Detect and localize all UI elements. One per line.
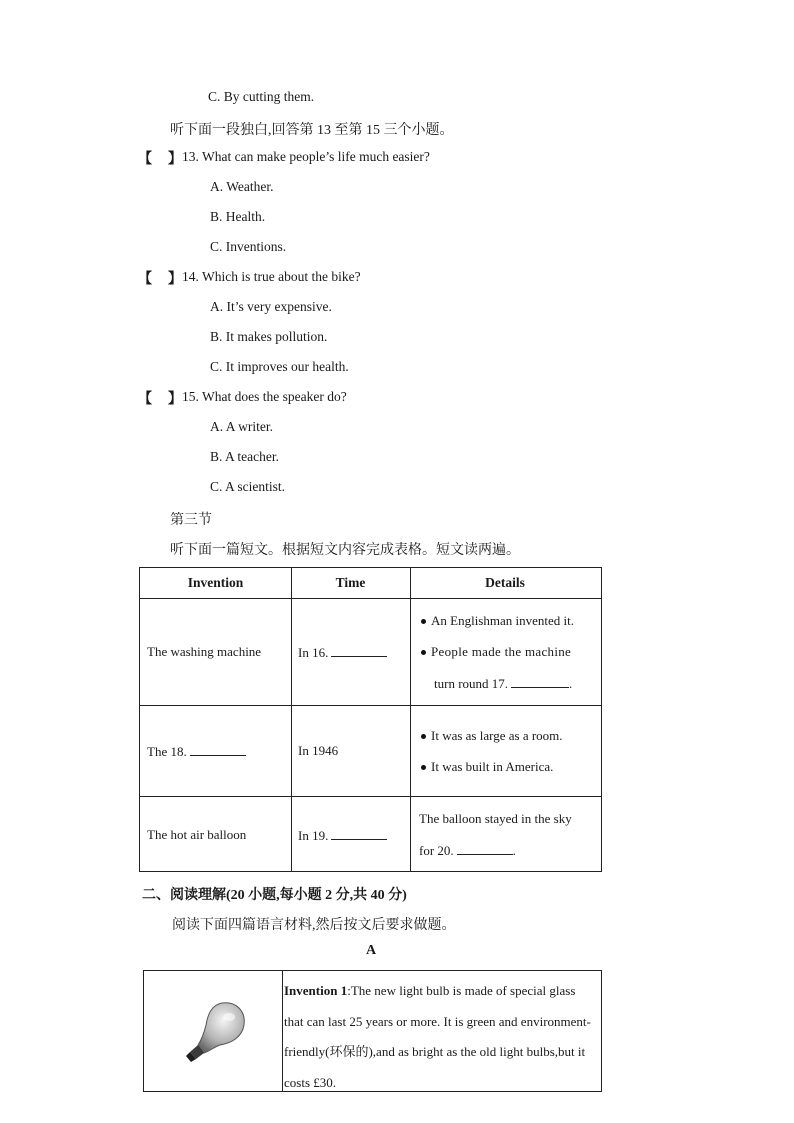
question-15-option-b: B. A teacher. [210,449,279,464]
row-3-time [298,827,387,844]
detail-text: for 20. [419,843,454,858]
invention-1-text [284,976,596,1098]
bullet-icon [421,619,426,624]
row-2-invention [147,743,246,760]
question-13-option-c: C. Inventions. [210,239,287,254]
answer-blank-19[interactable] [331,827,387,840]
row-2-detail-2 [421,759,553,775]
question-number: 13. [182,149,199,164]
question-14 [182,269,361,285]
row-2-invention-label: The 18. [147,744,187,759]
bullet-icon [421,650,426,655]
header-details: Details [485,575,525,590]
box-divider [282,971,283,1091]
section-3-title: 第三节 [170,513,212,528]
answer-bracket-open-15[interactable]: 【 [138,392,152,407]
reading-passage-box [143,970,602,1092]
option-c-previous: C. By cutting them. [208,89,315,104]
part-2-instruction: 阅读下面四篇语言材料,然后按文后要求做题。 [172,918,456,933]
passage-label: A [366,943,377,958]
answer-bracket-open-14[interactable]: 【 [138,272,152,287]
detail-text: People made the machine [431,644,572,659]
table-column-divider [291,568,292,871]
question-15 [182,389,347,405]
table-row-divider [140,796,601,797]
label-colon: : [347,983,351,998]
question-text: What does the speaker do? [202,389,347,404]
invention-description: The new light bulb is made of special glass that can last 25 years or more. It is green and environment-friendly(环保的),and as bright as the old light bulbs,but it costs £30. [284,983,591,1090]
part-2-title: 二、阅读理解(20 小题,每小题 2 分,共 40 分) [142,888,407,903]
question-14-option-c: C. It improves our health. [210,359,349,374]
question-14-option-b: B. It makes pollution. [210,329,328,344]
answer-bracket-open-13[interactable]: 【 [138,152,152,167]
row-1-time [298,644,387,661]
answer-blank-16[interactable] [331,644,387,657]
row-1-time-label: In 16. [298,645,329,660]
light-bulb-icon [174,997,254,1067]
question-text: Which is true about the bike? [202,269,361,284]
table-column-divider [410,568,411,871]
detail-text: turn round 17. [434,676,509,691]
table-row-divider [140,705,601,706]
monologue-instruction: 听下面一段独白,回答第 13 至第 15 三个小题。 [170,123,454,138]
row-3-detail-1: The balloon stayed in the sky [419,811,572,826]
invention-table [139,567,602,872]
answer-bracket-close-14: 】 [168,272,182,287]
answer-blank-18[interactable] [190,743,246,756]
row-3-time-label: In 19. [298,828,329,843]
row-1-detail-2 [421,644,595,660]
row-1-detail-3: turn round 17. . [434,676,573,691]
row-3-invention: The hot air balloon [147,827,247,842]
bullet-icon [421,765,426,770]
answer-blank-20[interactable] [457,842,513,855]
header-invention: Invention [187,575,244,590]
bullet-icon [421,734,426,739]
answer-bracket-close-15: 】 [168,392,182,407]
detail-text: An Englishman invented it. [431,613,574,628]
answer-bracket-close-13: 】 [168,152,182,167]
question-number: 15. [182,389,199,404]
row-2-time: In 1946 [298,743,339,758]
table-row-divider [140,598,601,599]
detail-text: It was as large as a room. [431,728,563,743]
row-3-detail-2: for 20. . [419,843,516,858]
question-13-option-a: A. Weather. [210,179,274,194]
question-text: What can make people’s life much easier? [202,149,430,164]
row-2-detail-1 [421,728,563,744]
question-number: 14. [182,269,199,284]
question-14-option-a: A. It’s very expensive. [210,299,332,314]
question-13 [182,149,430,165]
row-1-detail-1 [421,613,574,629]
question-15-option-a: A. A writer. [210,419,273,434]
invention-label: Invention 1 [284,983,348,998]
row-1-invention: The washing machine [147,644,262,659]
question-13-option-b: B. Health. [210,209,266,224]
detail-text: It was built in America. [431,759,554,774]
section-3-instruction: 听下面一篇短文。根据短文内容完成表格。短文读两遍。 [170,543,520,558]
header-time: Time [335,575,366,590]
answer-blank-17[interactable] [511,675,569,688]
question-15-option-c: C. A scientist. [210,479,286,494]
